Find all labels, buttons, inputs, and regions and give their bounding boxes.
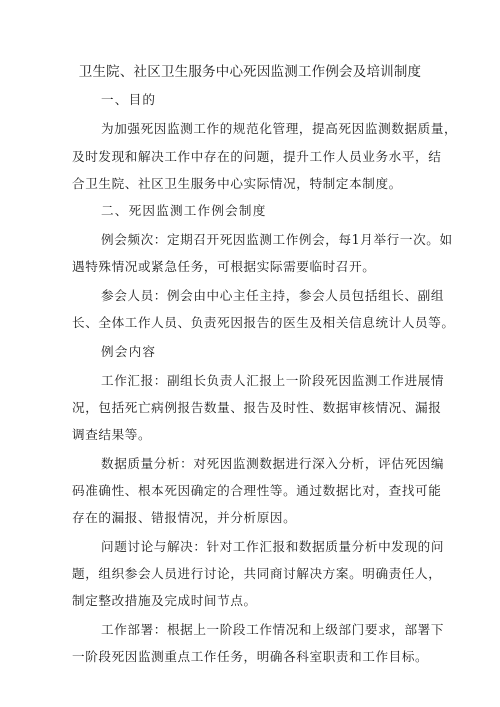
subsection-heading-meeting-content: 例会内容 xyxy=(101,344,157,359)
paragraph-line: 例会频次：定期召开死因监测工作例会，每1月举行一次。如 xyxy=(101,232,453,247)
paragraph-line: 码准确性、根本死因确定的合理性等。通过数据比对，查找可能 xyxy=(72,483,442,498)
paragraph-line: 题，组织参会人员进行讨论，共同商讨解决方案。明确责任人， xyxy=(72,566,442,581)
paragraph-line: 长、全体工作人员、负责死因报告的医生及相关信息统计人员等。 xyxy=(72,315,455,330)
paragraph-line: 工作汇报：副组长负责人汇报上一阶段死因监测工作进展情 xyxy=(101,373,445,388)
paragraph-line: 参会人员：例会由中心主任主持，参会人员包括组长、副组 xyxy=(101,288,445,303)
paragraph-line: 数据质量分析：对死因监测数据进行深入分析，评估死因编 xyxy=(101,456,445,471)
section-heading-meeting-system: 二、死因监测工作例会制度 xyxy=(101,203,267,218)
paragraph-line: 遇特殊情况或紧急任务，可根据实际需要临时召开。 xyxy=(72,259,376,274)
section-heading-purpose: 一、目的 xyxy=(101,92,157,107)
paragraph-line: 问题讨论与解决：针对工作汇报和数据质量分析中发现的问 xyxy=(101,539,445,554)
paragraph-line: 及时发现和解决工作中存在的问题，提升工作人员业务水平，结 xyxy=(72,149,442,164)
paragraph-line: 况，包括死亡病例报告数量、报告及时性、数据审核情况、漏报 xyxy=(72,400,442,415)
paragraph-line: 存在的漏报、错报情况，并分析原因。 xyxy=(72,510,297,525)
paragraph-line: 为加强死因监测工作的规范化管理，提高死因监测数据质量， xyxy=(101,121,458,136)
paragraph-line: 制定整改措施及完成时间节点。 xyxy=(72,593,257,608)
document-title: 卫生院、社区卫生服务中心死因监测工作例会及培训制度 xyxy=(78,64,422,80)
paragraph-line: 合卫生院、社区卫生服务中心实际情况，特制定本制度。 xyxy=(72,176,402,191)
paragraph-line: 工作部署：根据上一阶段工作情况和上级部门要求，部署下 xyxy=(101,622,445,637)
paragraph-line: 一阶段死因监测重点工作任务，明确各科室职责和工作目标。 xyxy=(72,649,429,664)
paragraph-line: 调查结果等。 xyxy=(72,427,152,442)
